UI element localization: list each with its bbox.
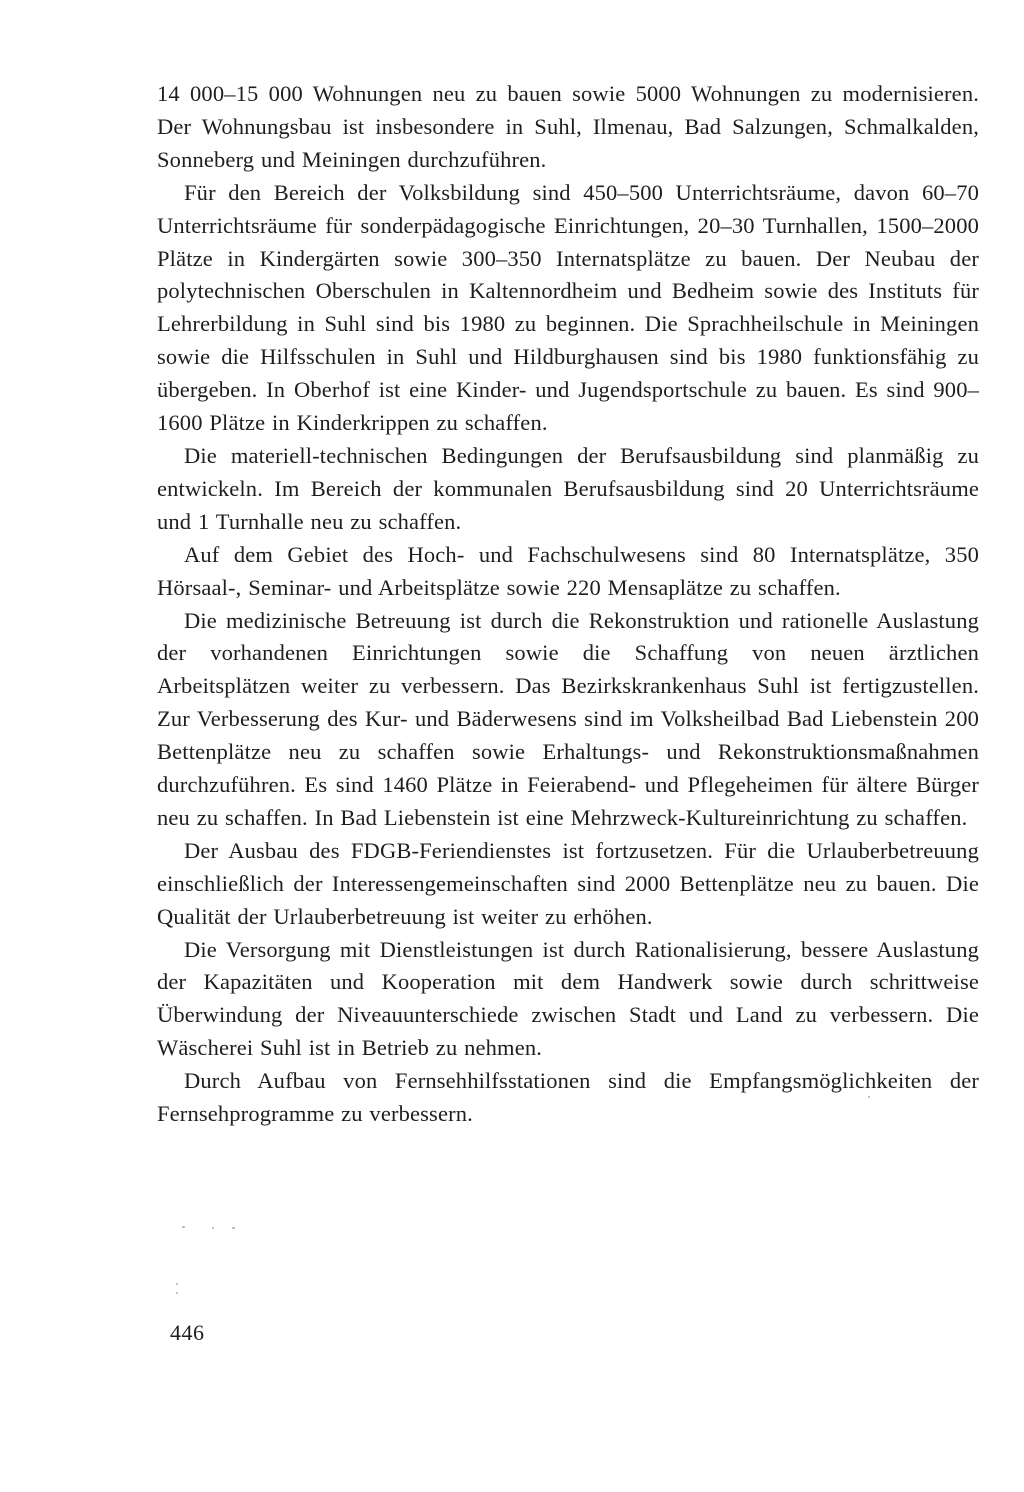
- scan-speck: [176, 1292, 178, 1294]
- paragraph-services: Die Versorgung mit Dienstleistungen ist durch Rationalisierung, bessere Auslastung der Kapazitäten und Kooperation mit dem Handwerk sowie durch schrittweise Überwindung der Niveauunterschiede zwischen Stadt und Land zu verbessern. Die Wäscherei Suhl ist in Betrieb zu nehmen.: [157, 936, 979, 1061]
- scan-speck: [182, 1226, 185, 1228]
- paragraph-vocational-training: Die materiell-technischen Bedingungen der Berufsausbildung sind planmäßig zu entwickeln. Im Bereich der kommunalen Berufsausbildung sind 20 Unterrichtsräume und 1 Turnhalle neu zu schaffen.: [157, 442, 979, 534]
- paragraph-holiday-service: Der Ausbau des FDGB-Feriendienstes ist fortzusetzen. Für die Urlauberbetreuung einschließlich der Interessengemeinschaften sind 2000 Bettenplätze neu zu bauen. Die Qualität der Urlauberbetreuung ist weiter zu erhöhen.: [157, 837, 979, 929]
- paragraph-higher-education: Auf dem Gebiet des Hoch- und Fachschulwesens sind 80 Internatsplätze, 350 Hörsaal-, Seminar- und Arbeitsplätze sowie 220 Mensaplätze zu schaffen.: [157, 541, 979, 600]
- scan-speck: [868, 1096, 870, 1098]
- scan-speck: [212, 1227, 214, 1229]
- body-text: [157, 78, 979, 1131]
- paragraph-housing: 14 000–15 000 Wohnungen neu zu bauen sowie 5000 Wohnungen zu modernisieren. Der Wohnungsbau ist insbesondere in Suhl, Ilmenau, Bad Salzungen, Schmalkalden, Sonneberg und Meiningen durchzuführen.: [157, 81, 979, 172]
- scan-speck: [232, 1227, 235, 1229]
- page-number: 446: [170, 1320, 205, 1345]
- scan-speck: [176, 1283, 178, 1285]
- paragraph-medical-care: Die medizinische Betreuung ist durch die Rekonstruktion und rationelle Auslastung der vorhandenen Einrichtungen sowie die Schaffung von neuen ärztlichen Arbeitsplätzen weiter zu verbessern. Das Bezirkskrankenhaus Suhl ist fertigzustellen. Zur Verbesserung des Kur- und Bäderwesens sind im Volksheilbad Bad Liebenstein 200 Bettenplätze neu zu schaffen sowie Erhaltungs- und Rekonstruktionsmaßnahmen durchzuführen. Es sind 1460 Plätze in Feierabend- und Pflegeheimen für ältere Bürger neu zu schaffen. In Bad Liebenstein ist eine Mehrzweck-Kultureinrichtung zu schaffen.: [157, 607, 979, 830]
- paragraph-education: Für den Bereich der Volksbildung sind 450–500 Unterrichtsräume, davon 60–70 Unterrichtsräume für sonderpädagogische Einrichtungen, 20–30 Turnhallen, 1500–2000 Plätze in Kindergärten sowie 300–350 Internatsplätze zu bauen. Der Neubau der polytechnischen Oberschulen in Kaltennordheim und Bedheim sowie des Instituts für Lehrerbildung in Suhl sind bis 1980 zu beginnen. Die Sprachheilschule in Meiningen sowie die Hilfsschulen in Suhl und Hildburghausen sind bis 1980 funktionsfähig zu übergeben. In Oberhof ist eine Kinder- und Jugendsportschule zu bauen. Es sind 900–1600 Plätze in Kinderkrippen zu schaffen.: [157, 179, 979, 436]
- paragraph-television: Durch Aufbau von Fernsehhilfsstationen sind die Empfangsmöglichkeiten der Fernsehprogramme zu verbessern.: [157, 1068, 979, 1127]
